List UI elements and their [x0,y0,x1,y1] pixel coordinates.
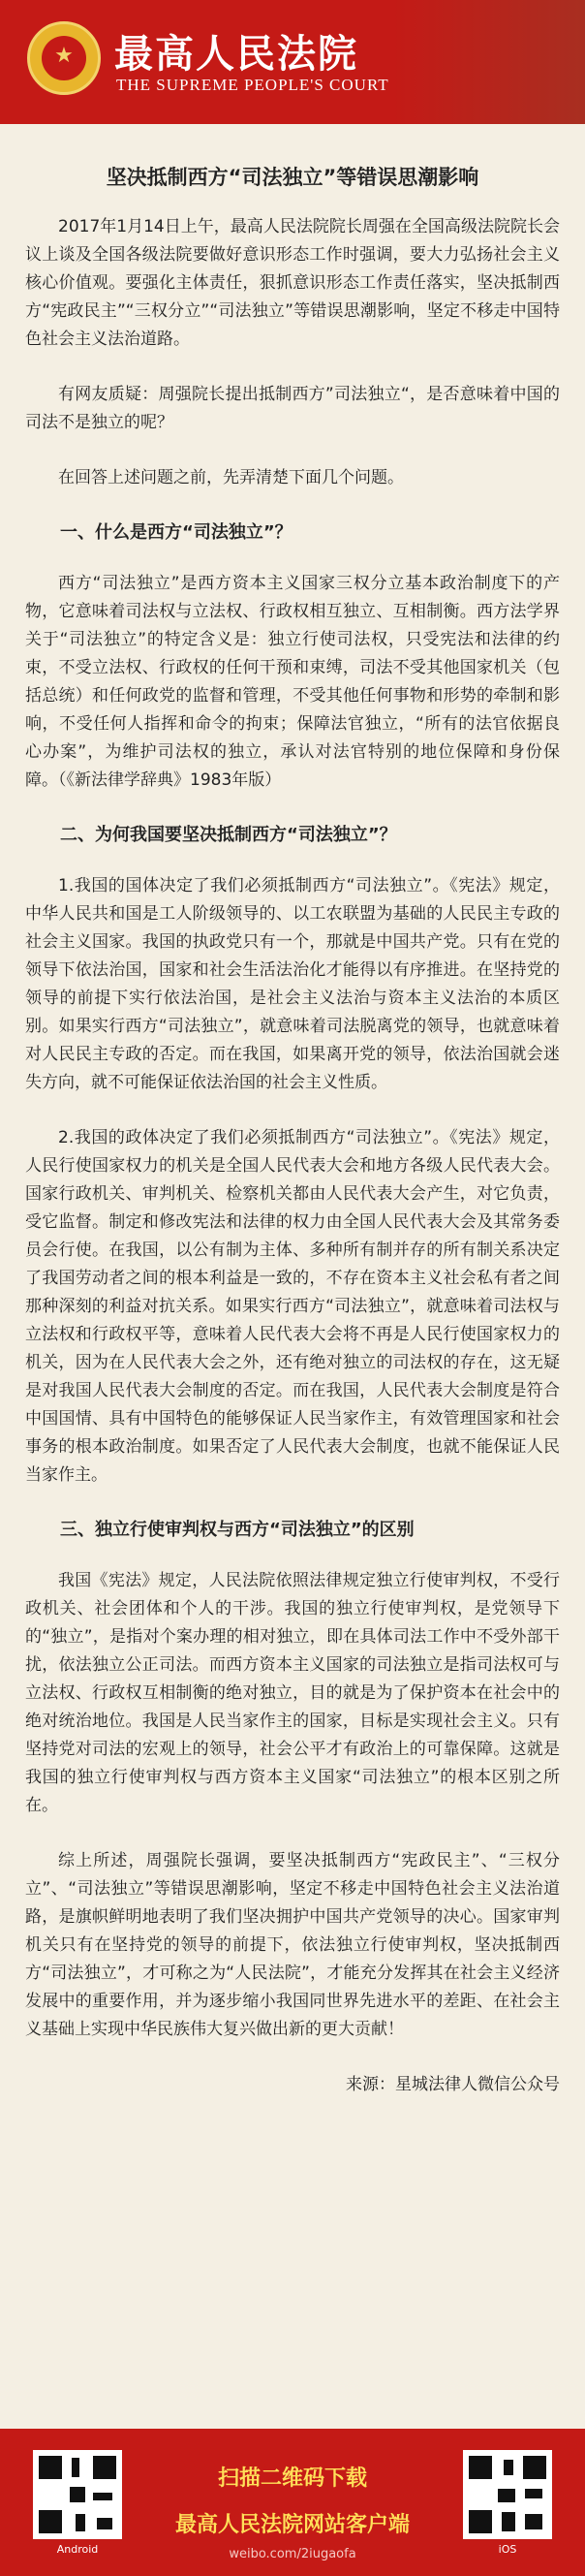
emblem-inner [42,36,86,80]
court-english-name: THE SUPREME PEOPLE'S COURT [116,76,389,94]
paragraph-3: 在回答上述问题之前，先弄清楚下面几个问题。 [58,468,404,487]
star-icon: ★ [54,44,74,68]
paragraph-2: 有网友质疑：周强院长提出抵制西方”司法独立“，是否意味着中国的司法不是独立的呢？ [25,385,560,432]
android-qr-code-icon[interactable] [33,2450,122,2539]
weibo-watermark: weibo.com/2iugaofa [229,2547,356,2561]
paragraph-5: 1.我国的国体决定了我们必须抵制西方“司法独立”。《宪法》规定，中华人民共和国是工人阶级领导的、以工农联盟为基础的人民民主专政的社会主义国家。我国的执政党只有一个，那就是中国共产党。只有在党的领导下依法治国，国家和社会生活法治化才能得以有序推进。在坚持党的领导的前提下实行依法治国，是社会主义法治与资本主义法治的本质区别。如果实行西方“司法独立”，就意味着司法脱离党的领导，也就意味着对人民民主专政的否定。而在我国，如果离开党的领导，依法治国就会迷失方向，就不可能保证依法治国的社会主义性质。 [25,876,560,1092]
section-heading-1: 一、什么是西方“司法独立”？ [60,522,292,543]
article [0,145,585,2099]
paragraph-1: 2017年1月14日上午，最高人民法院院长周强在全国高级法院院长会议上谈及全国各级法院要做好意识形态工作时强调，要大力弘扬社会主义核心价值观。要强化主体责任，狠抓意识形态工作责任落实，坚决抵制西方“宪政民主”“三权分立”“司法独立”等错误思潮影响，坚定不移走中国特色社会主义法治道路。 [25,217,560,349]
ios-label: iOS [498,2543,517,2556]
header-decoration [391,0,585,124]
android-label: Android [56,2543,99,2556]
paragraph-8: 综上所述，周强院长强调，要坚决抵制西方“宪政民主”、“三权分立”、“司法独立”等错误思潮影响，坚定不移走中国特色社会主义法治道路，是旗帜鲜明地表明了我们坚决拥护中国共产党领导的决心。国家审判机关只有在坚持党的领导的前提下，依法独立行使审判权，坚决抵制西方“司法独立”，才可称之为“人民法院”，才能充分发挥其在社会主义经济发展中的重要作用，并为逐步缩小我国同世界先进水平的差距、在社会主义基础上实现中华民族伟大复兴做出新的更大贡献！ [25,1851,560,2039]
ios-qr-code-icon[interactable] [463,2450,552,2539]
client-download-text: 最高人民法院网站客户端 [174,2513,410,2537]
footer-banner [0,2429,585,2576]
article-source: 来源：星城法律人微信公众号 [346,2075,560,2094]
article-title: 坚决抵制西方“司法独立”等错误思潮影响 [106,166,479,189]
court-emblem-icon [27,21,101,95]
paragraph-6: 2.我国的政体决定了我们必须抵制西方“司法独立”。《宪法》规定，人民行使国家权力的机关是全国人民代表大会和地方各级人民代表大会。国家行政机关、审判机关、检察机关都由人民代表大会产生，对它负责，受它监督。制定和修改宪法和法律的权力由全国人民代表大会及其常务委员会行使。在我国，以公有制为主体、多种所有制并存的所有制关系决定了我国劳动者之间的根本利益是一致的，不存在资本主义社会私有者之间那种深刻的利益对抗关系。如果实行西方“司法独立”，就意味着司法权与立法权和行政权平等，意味着人民代表大会将不再是人民行使国家权力的机关，因为在人民代表大会之外，还有绝对独立的司法权的存在，这无疑是对我国人民代表大会制度的否定。而在我国，人民代表大会制度是符合中国国情、具有中国特色的能够保证人民当家作主，有效管理国家和社会事务的根本政治制度。如果否定了人民代表大会制度，也就不能保证人民当家作主。 [25,1128,560,1485]
section-heading-3: 三、独立行使审判权与西方“司法独立”的区别 [60,1520,415,1540]
header-banner [0,0,585,124]
court-name: 最高人民法院 [114,32,358,77]
scan-qr-text: 扫描二维码下载 [217,2466,367,2491]
paragraph-4: 西方“司法独立”是西方资本主义国家三权分立基本政治制度下的产物，它意味着司法权与立法权、行政权相互独立、互相制衡。西方法学界关于“司法独立”的特定含义是：独立行使司法权，只受宪法和法律的约束，不受立法权、行政权的任何干预和束缚，司法不受其他国家机关（包括总统）和任何政党的监督和管理，不受其他任何事物和形势的牵制和影响，不受任何人指挥和命令的拘束；保障法官独立，“所有的法官依据良心办案”，为维护司法权的独立，承认对法官特别的地位保障和身份保障。（《新法律学辞典》1983年版） [25,574,560,790]
section-heading-2: 二、为何我国要坚决抵制西方“司法独立”？ [60,825,397,845]
paragraph-7: 我国《宪法》规定，人民法院依照法律规定独立行使审判权，不受行政机关、社会团体和个人的干涉。我国的独立行使审判权，是党领导下的“独立”，是指对个案办理的相对独立，即在具体司法工作中不受外部干扰，依法独立公正司法。而西方资本主义国家的司法独立是指司法权可与立法权、行政权互相制衡的绝对独立，目的就是为了保护资本在社会中的绝对统治地位。我国是人民当家作主的国家，目标是实现社会主义。只有坚持党对司法的宏观上的领导，社会公平才有政治上的可靠保障。这就是我国的独立行使审判权与西方资本主义国家“司法独立”的根本区别之所在。 [25,1571,560,1815]
